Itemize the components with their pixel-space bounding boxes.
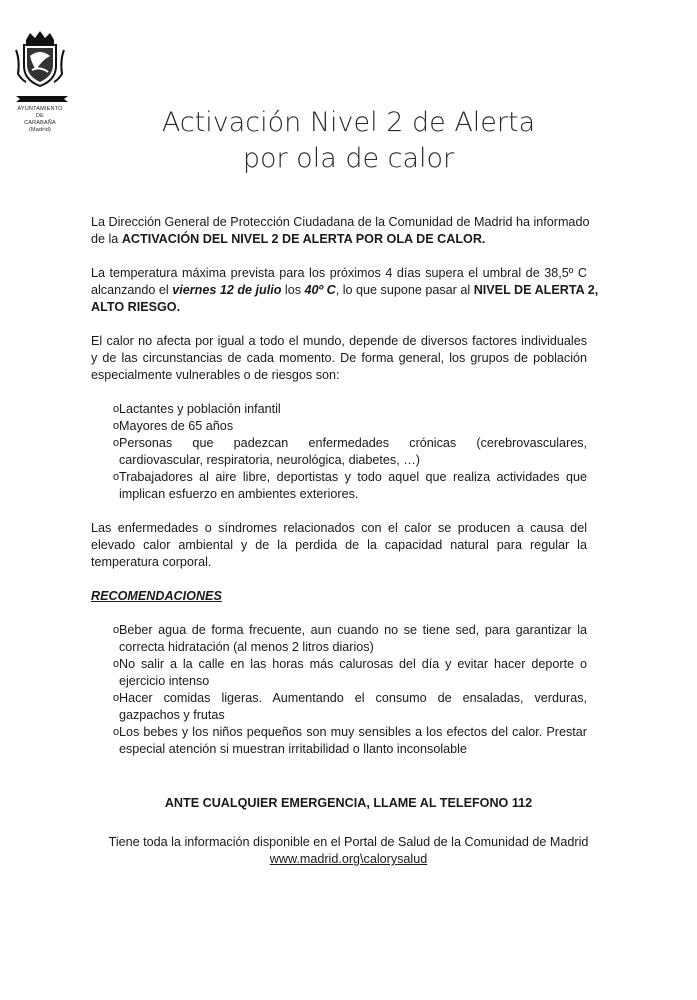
risk-level-text: ALTO RIESGO. bbox=[91, 300, 181, 314]
text-line: especialmente vulnerables o de riesgos son: bbox=[91, 368, 340, 382]
info-footer bbox=[0, 834, 697, 868]
temperature-highlight: 40º C bbox=[304, 283, 336, 297]
date-highlight: viernes 12 de julio bbox=[172, 283, 282, 297]
text-run: alcanzando el bbox=[91, 283, 173, 297]
text-line: Trabajadores al aire libre, deportistas y todo aquel que realiza actividades que bbox=[119, 470, 587, 484]
text-line: cardiovascular, respiratoria, neurológica, diabetes, …) bbox=[119, 453, 421, 467]
intro-paragraph bbox=[91, 214, 590, 248]
recommendations-list bbox=[91, 622, 587, 758]
crest-caption-line: (Madrid) bbox=[28, 127, 52, 133]
crest-caption-line: DE bbox=[35, 113, 45, 119]
text-line: y de las circunstancias de cada momento. De forma general, los grupos de población bbox=[91, 351, 587, 365]
text-line bbox=[91, 299, 587, 316]
list-item bbox=[91, 435, 587, 469]
text-run: los bbox=[281, 283, 305, 297]
text-line: Hacer comidas ligeras. Aumentando el consumo de ensaladas, verduras, bbox=[119, 691, 587, 705]
crest-caption-line: CARABAÑA bbox=[24, 120, 56, 126]
vulnerable-groups-list bbox=[91, 401, 587, 503]
list-item bbox=[91, 724, 587, 758]
text-line: especial atención si muestran irritabilidad o llanto inconsolable bbox=[119, 742, 467, 756]
text-line: El calor no afecta por igual a todo el mundo, depende de diversos factores individuales bbox=[91, 334, 587, 348]
text-line: Personas que padezcan enfermedades crónicas (cerebrovasculares, bbox=[119, 436, 587, 450]
text-line bbox=[91, 282, 599, 299]
bullet-icon: o bbox=[113, 658, 120, 670]
bullet-icon: o bbox=[113, 692, 120, 704]
text-line: Los bebes y los niños pequeños son muy sensibles a los efectos del calor. Prestar bbox=[119, 725, 587, 739]
text-line: No salir a la calle en las horas más calurosas del día y evitar hacer deporte o bbox=[119, 657, 587, 671]
text-line: Mayores de 65 años bbox=[119, 419, 234, 433]
text-line: Las enfermedades o síndromes relacionados con el calor se producen a causa del bbox=[91, 521, 587, 535]
alert-level-text: NIVEL DE ALERTA 2, bbox=[473, 283, 599, 297]
text-run: de la bbox=[91, 232, 122, 246]
list-item bbox=[91, 469, 587, 503]
bullet-icon: o bbox=[113, 726, 120, 738]
temperature-paragraph bbox=[91, 265, 599, 316]
text-line: correcta hidratación (al menos 2 litros diarios) bbox=[119, 640, 374, 654]
bullet-icon: o bbox=[113, 624, 120, 636]
emergency-notice: ANTE CUALQUIER EMERGENCIA, LLAME AL TELEFONO 112 bbox=[164, 796, 533, 810]
text-line: temperatura corporal. bbox=[91, 555, 212, 569]
list-item bbox=[91, 656, 587, 690]
bullet-icon: o bbox=[113, 403, 120, 415]
document-body bbox=[91, 214, 599, 758]
bullet-icon: o bbox=[113, 471, 120, 483]
list-item bbox=[91, 401, 587, 418]
text-line: Lactantes y población infantil bbox=[119, 402, 281, 416]
list-item bbox=[91, 622, 587, 656]
municipal-crest-logo bbox=[12, 30, 68, 90]
groups-intro-paragraph bbox=[91, 333, 587, 384]
health-portal-link[interactable]: www.madrid.org\calorysalud bbox=[269, 852, 428, 866]
text-line: gazpachos y frutas bbox=[119, 708, 225, 722]
causes-paragraph bbox=[91, 520, 587, 571]
text-run: , lo que supone pasar al bbox=[335, 283, 474, 297]
alert-activation-text: ACTIVACIÓN DEL NIVEL 2 DE ALERTA POR OLA DE CALOR. bbox=[121, 232, 486, 246]
bullet-icon: o bbox=[113, 420, 120, 432]
text-line: ejercicio intenso bbox=[119, 674, 210, 688]
text-line: Beber agua de forma frecuente, aun cuando no se tiene sed, para garantizar la bbox=[119, 623, 587, 637]
bullet-icon: o bbox=[113, 437, 120, 449]
text-line: La temperatura máxima prevista para los próximos 4 días supera el umbral de 38,5º C bbox=[91, 266, 587, 280]
crest-ribbon-icon bbox=[14, 94, 70, 104]
recommendations-heading: RECOMENDACIONES bbox=[91, 589, 222, 603]
text-line: implican esfuerzo en ambientes exteriores. bbox=[119, 487, 359, 501]
page-title bbox=[0, 105, 697, 177]
title-line-2: por ola de calor bbox=[242, 143, 455, 174]
text-line bbox=[91, 231, 587, 248]
list-item bbox=[91, 690, 587, 724]
title-line-1: Activación Nivel 2 de Alerta bbox=[161, 107, 536, 138]
crest-caption-line: AYUNTAMIENTO bbox=[17, 106, 63, 112]
list-item bbox=[91, 418, 587, 435]
text-line: elevado calor ambiental y de la perdida de la capacidad natural para regular la bbox=[91, 538, 587, 552]
text-line: La Dirección General de Protección Ciudadana de la Comunidad de Madrid ha informado bbox=[91, 215, 590, 229]
info-text: Tiene toda la información disponible en el Portal de Salud de la Comunidad de Madrid bbox=[108, 835, 589, 849]
